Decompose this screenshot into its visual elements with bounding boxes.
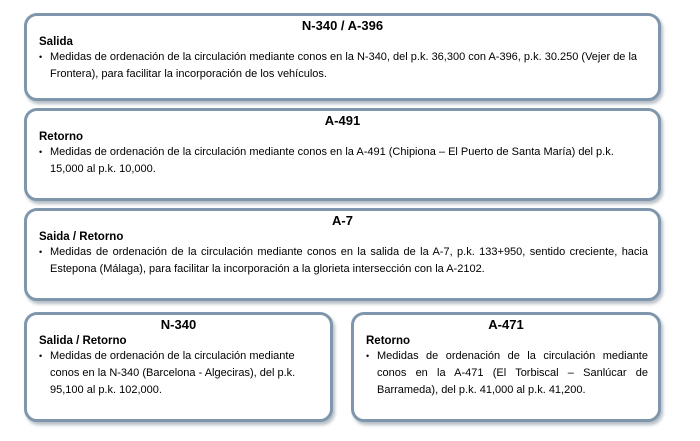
box-title: A-7: [332, 213, 353, 228]
box-subtitle: Salida / Retorno: [39, 335, 127, 347]
list-item: [39, 144, 658, 178]
box-subtitle: Saida / Retorno: [39, 231, 124, 243]
box-title: A-471: [488, 317, 524, 332]
list-item: [39, 49, 658, 83]
item-text: Medidas de ordenación de la circulación mediante conos en la A-471 (El Torbiscal – Sanlúcar de Barrameda), del p.k. 41,000 al p.k. 41,200.: [377, 350, 648, 396]
box-subtitle: Salida: [39, 36, 73, 48]
info-box-a471: [351, 312, 661, 422]
item-text: Medidas de ordenación de la circulación mediante conos en la salida de la A-7, p.k. 133+950, sentido creciente, hacia Estepona (Málaga), para facilitar la incorporación a la glorieta intersección con la A-2102.: [50, 246, 648, 275]
box-subtitle: Retorno: [39, 131, 84, 143]
bullet-icon: •: [39, 247, 43, 257]
item-text: Medidas de ordenación de la circulación mediante conos en la N-340 (Barcelona - Algeciras), del p.k. 95,100 al p.k. 102,000.: [50, 350, 296, 396]
box-subtitle: Retorno: [366, 335, 411, 347]
box-title: N-340 / A-396: [301, 18, 384, 33]
info-box-a491: [24, 108, 661, 201]
info-box-n340-a396: [24, 13, 661, 101]
box-title: A-491: [324, 113, 361, 128]
info-box-n340: [24, 312, 333, 422]
box-title: N-340: [160, 317, 197, 332]
list-item: [39, 348, 330, 399]
bullet-icon: •: [39, 52, 43, 62]
item-text: Medidas de ordenación de la circulación mediante conos en la A-491 (Chipiona – El Puerto de Santa María) del p.k. 15,000 al p.k. 10,000.: [50, 146, 614, 175]
list-item: [39, 244, 658, 278]
item-text: Medidas de ordenación de la circulación mediante conos en la N-340, del p.k. 36,300 con A-396, p.k. 30.250 (Vejer de la Frontera), para facilitar la incorporación de los vehículos.: [50, 51, 638, 80]
list-item: [366, 348, 658, 399]
bullet-icon: •: [39, 147, 43, 157]
bullet-icon: •: [39, 351, 43, 361]
bullet-icon: •: [366, 351, 370, 361]
info-box-a7: [24, 208, 661, 301]
